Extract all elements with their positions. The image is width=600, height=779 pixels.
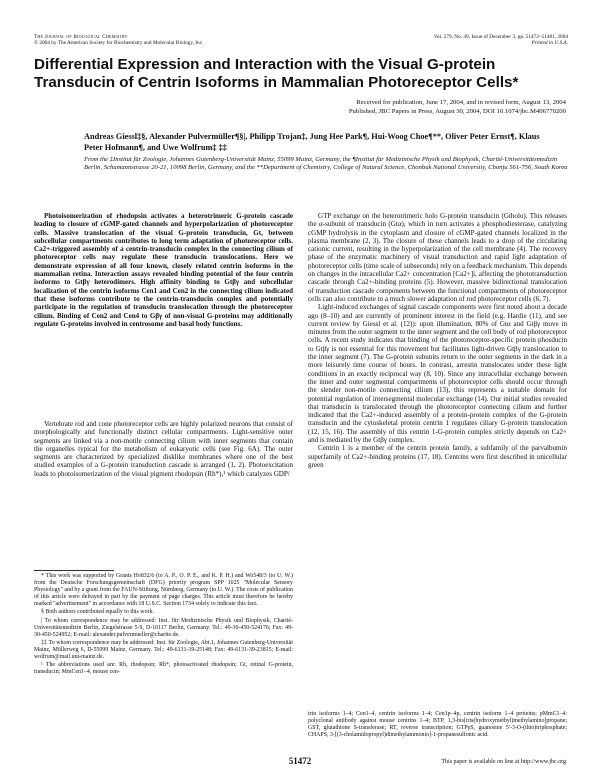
body-paragraph-1: GTP exchange on the heterotrimeric holo G-protein transducin (Gtholo). This releases the α-subunit of transducin (Gtα), which in turn activates a phosphodiesterase, catalyzing cGMP hydrolysis in the cytoplasm and closure of cGMP-gated channels localized in the plasma membrane (2, 3). The closure of these channels leads to a drop of the circulating cationic current, resulting in the hyperpolarization of the cell membrane (4). The recovery phase of the enzymatic machinery of visual transduction and rapid light adaptation of photoreceptor cells (time scale of subseconds) rely on a feedback mechanism. This depends on changes in the intracellular Ca2+ concentration [Ca2+]i, affecting the phototransduction cascade through Ca2+-binding proteins (5). However, massive bidirectional translocation of transduction cascade components between the functional compartments of photoreceptor cells can also contribute to a much slower adaptation of rod photoreceptor cells (6, 7).	[308, 212, 567, 303]
footnote-funding: * This work was supported by Grants Ho832/6 (to A. P., O. P. E., and K. P. H.) and Wo548/3 (to U. W.) from the Deutsche Forschungsgemeinschaft (DFG) priority program SPP 1025 "Molecular Sensory Physiology" and by a grant from the FAUN-Stiftung, Nürnberg, Germany (to U. W.). The costs of publication of this article were defrayed in part by the payment of page charges. This article must therefore be hereby marked "advertisement" in accordance with 18 U.S.C. Section 1734 solely to indicate this fact.	[34, 573, 293, 608]
published-doi: Published, JBC Papers in Press, August 30, 2004, DOI 10.1074/jbc.M406770200	[348, 107, 566, 115]
intro-paragraph-1: Vertebrate rod and cone photoreceptor cells are highly polarized neurons that consist of morphologically and functionally distinct cellular compartments. Light-sensitive outer segments are linked via a non-motile connecting cilium with inner segments that contain the organelles typical for the metabolism of eukaryotic cells (see Fig. 6A). The outer segments are characterized by specialized disklike membranes where one of the best studied examples of a G-protein transduction cascade is arranged (1, 2). Photoexcitation leads to photoisomerization of the visual pigment rhodopsin (Rh*),¹ which catalyzes GDP/	[34, 420, 293, 478]
abstract	[34, 212, 293, 328]
body-paragraph-2: Light-induced exchanges of signal cascade components were first noted about a decade ago (8–10) and are currently of prominent interest in the field (e.g. Hardie (11), and see current review by Giessl et al. (12)): upon illumination, 80% of Gtα and Gtβγ move in minutes from the outer segment to the inner segment and the cell body of rod photoreceptor cells. A recent study indicates that binding of the photoreceptor-specific protein phosducin to Gtβγ is not essential for this movement but facilitates light-driven Gtβγ translocation to the inner segment (7). The G-protein subunits return to the outer segments in the dark in a more leisurely time course of hours. In contrast, arrestin translocates under these light conditions in an exactly reciprocal way (8, 10). Since any intracellular exchange between the inner and outer segmental compartments of photoreceptor cells should occur through the slender non-motile connecting cilium (13), this represents a suitable domain for potential regulation of intersegmental molecular exchange (14). Our initial studies revealed that transducin is translocated through the photoreceptor connecting cilium and further indicated that the Ca2+-induced assembly of a protein-protein complex of the G-protein transducin and the cytoskeletal protein centrin 1 regulates ciliary G-protein translocation (12, 15, 16). The assembly of this centrin 1-G-protein complex strictly depends on Ca2+ and is mediated by the Gtβγ complex.	[308, 303, 567, 445]
journal-header-left	[34, 34, 364, 47]
page-number: 51472	[288, 756, 312, 766]
body-column-left	[34, 420, 293, 478]
body-paragraph-3: Centrin 1 is a member of the centrin protein family, a subfamily of the parvalbumin superfamily of Ca2+-binding proteins (17, 18). Centrins were first described in unicellular green	[308, 444, 567, 469]
footnote-correspondence-2: ‡‡ To whom correspondence may be addressed: Inst. für Zoologie, Abt.1, Johannes Gutenberg-Universität Mainz, Müllerweg 6, D-55099 Mainz, Germany. Tel.: 49-6131-39-25148; Fax: 49-6131-39-23815; E-mail: wolfrum@mail.uni-mainz.de.	[34, 639, 293, 661]
author-list: Andreas Giessl‡§, Alexander Pulvermüller¶§|, Philipp Trojan‡, Jung Hee Park¶, Hui-Woog Choe¶**, Oliver Peter Ernst¶, Klaus Peter Hofmann¶, and Uwe Wolfrum‡ ‡‡	[84, 132, 540, 152]
affiliations: From the ‡Institut für Zoologie, Johannes Gutenberg-Universität Mainz, 55099 Mainz, Germany, the ¶Institut für Medizinische Physik und Biophysik, Charité-Universitätsmedizin Berlin, Schumannstrasse 20-21, 10098 Berlin, Germany, and the **Department of Chemistry, College of Natural Science, Chonbuk National University, Chonju 561-756, South Korea	[84, 156, 568, 172]
printed-line: Printed in U.S.A.	[531, 40, 568, 47]
journal-header-right	[338, 34, 568, 47]
footnote-abbreviations-continued: trin isoforms 1–4; Cen1–4, centrin isoforms 1–4; Cen1p–4p, centrin isoform 1–4 proteins; pMmC1–4: polyclonal antibody against mouse centrins 1–4; BTP, 1,3-bis[tris(hydroxymethyl)methylamino]propane; GST, glutathione S-transferase; RT, reverse transcription; GTPγS, guanosine 5′-3-O-(thio)triphosphate; CHAPS, 3-[(3-cholamidopropyl)dimethylammonio]-1-propanesulfonic acid.	[308, 711, 567, 739]
footnote-equal-contribution: § Both authors contributed equally to this work.	[41, 609, 154, 616]
copyright-line: © 2004 by The American Society for Biochemistry and Molecular Biology, Inc.	[34, 40, 204, 47]
article-title: Differential Expression and Interaction with the Visual G-protein Transducin of Centrin Isoforms in Mammalian Photoreceptor Cells*	[34, 56, 519, 91]
abstract-text: Photoisomerization of rhodopsin activates a heterotrimeric G-protein cascade leading to closure of cGMP-gated channels and hyperpolarization of photoreceptor cells. Massive translocation of the visual G-protein transducin, Gt, between subcellular compartments contributes to long term adaptation of photoreceptor cells. Ca2+-triggered assembly of a centrin-transducin complex in the connecting cilium of photoreceptor cells may regulate these transducin translocations. Here we demonstrate expression of all four known, closely related centrin isoforms in the mammalian retina. Interaction assays revealed binding potential of the four centrin isoforms to Gtβγ heterodimers. High affinity binding to Gtβγ and subcellular localization of the centrin isoforms Cen1 and Cen2 in the connecting cilium indicated that these isoforms contribute to the centrin-transducin complex and potentially participate in the regulation of transducin translocation through the photoreceptor cilium. Binding of Cen2 and Cen4 to Gβγ of non-visual G-proteins may additionally regulate G-proteins involved in centrosome and basal body functions.	[34, 212, 293, 328]
footer-availability: This paper is available on line at http://www.jbc.org	[441, 759, 566, 765]
body-column-right	[308, 212, 567, 469]
footnote-correspondence-1: | To whom correspondence may be addressed: Inst. für Medizinische Physik und Biophysik, Charité-Universitätsmedizin Berlin, Ziegelstrasse 5-9, D-10117 Berlin, Germany. Tel.: 49-30-450-524176; Fax: 49-30-450-524952; E-mail: alexander.pulvermueller@charite.de.	[34, 617, 293, 638]
received-date: Received for publication, June 17, 2004, and in revised form, August 13, 2004	[356, 99, 566, 106]
volume-line: Vol. 279, No. 49, Issue of December 3, pp. 51472–51481, 2004	[433, 34, 568, 40]
footnotes-left	[34, 573, 293, 677]
journal-name: The Journal of Biological Chemistry	[34, 34, 128, 40]
footnote-abbreviations: ¹ The abbreviations used are: Rh, rhodopsin; Rh*, photoactivated rhodopsin; Gt, retinal G-protein, transducin; MmCen1–4, mouse cen-	[34, 662, 293, 676]
publication-history	[46, 99, 566, 116]
footnotes-right	[308, 711, 567, 740]
footnote-divider	[34, 570, 114, 571]
